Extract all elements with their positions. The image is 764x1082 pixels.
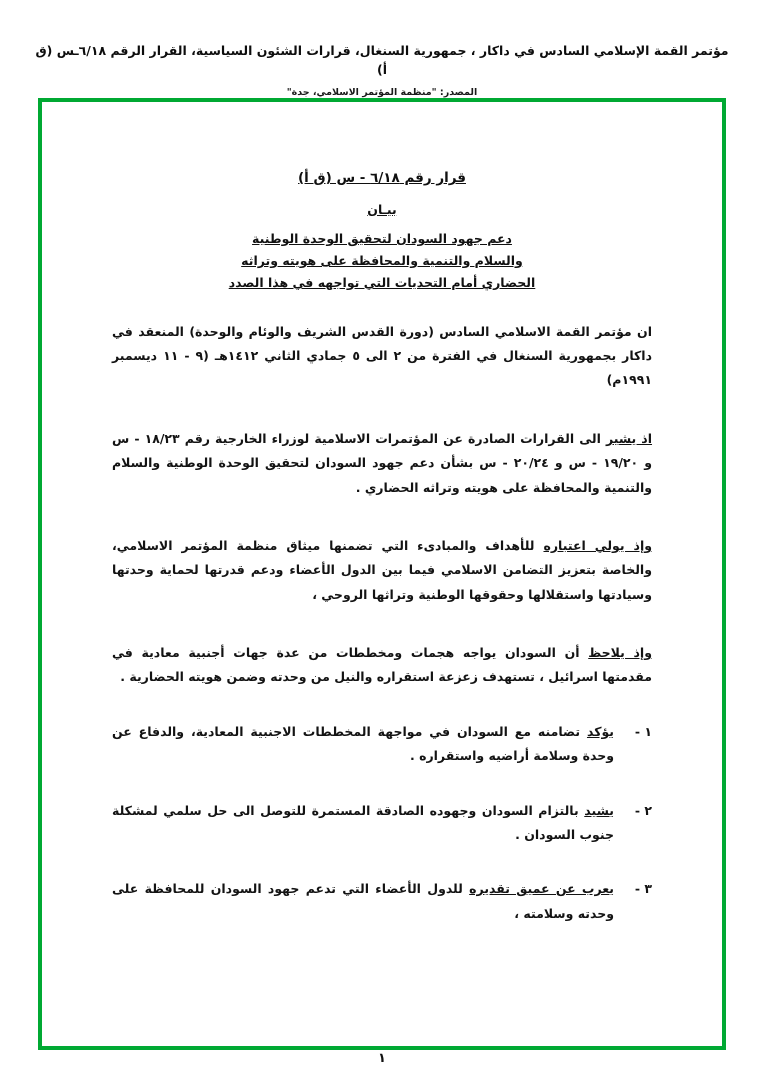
paragraph-keyword: وإذ يولي اعتباره xyxy=(543,537,652,553)
statement-label: بيـان xyxy=(367,202,397,217)
resolution-title-line-2: والسلام والتنمية والمحافظة على هويته وتراثه xyxy=(241,252,523,268)
paragraph-note-attacks xyxy=(112,641,652,690)
paragraph-text: للأهداف والمبادىء التي تضمنها ميثاق منظمة المؤتمر الاسلامي، والخاصة بتعزيز التضامن الاسلامي فيما بين الدول الأعضاء ودعم قدرتها لحماية وحدتها وسيادتها واستقلالها وحقوقها الوطنية وتراثها الروحي ، xyxy=(112,537,652,602)
clause-number: ٢ - xyxy=(634,802,652,818)
clause-keyword: يؤكد xyxy=(586,723,614,739)
page-number: ١ xyxy=(378,1051,386,1066)
document-body xyxy=(60,120,704,1028)
clause-item xyxy=(112,799,652,848)
clause-body xyxy=(112,799,614,848)
paragraph-recall-resolutions xyxy=(112,427,652,500)
clause-text: للدول الأعضاء التي تدعم جهود السودان للمحافظة على وحدته وسلامته ، xyxy=(112,881,614,921)
clause-keyword: يعرب عن عميق تقديره xyxy=(469,881,614,897)
paragraph-text: الى القرارات الصادرة عن المؤتمرات الاسلامية لوزراء الخارجية رقم ١٨/٢٣ - س و ١٩/٢٠ - س و ٢٠/٢٤ - س بشأن دعم جهود السودان لتحقيق الوحدة الوطنية والسلام والتنمية والمحافظة على هويته وتراثه الحضاري . xyxy=(112,430,652,495)
clause-keyword: يشيد xyxy=(584,802,614,818)
resolution-title xyxy=(60,228,704,294)
paragraph-preamble-conference xyxy=(112,320,652,393)
clause-body xyxy=(112,720,614,769)
clause-text: بالتزام السودان وجهوده الصادقة المستمرة للتوصل الى حل سلمي لمشكلة جنوب السودان . xyxy=(112,802,614,842)
clause-number: ١ - xyxy=(634,723,652,739)
clause-item xyxy=(112,720,652,769)
resolution-title-line-3: الحضاري أمام التحديات التي تواجهه في هذا الصدد xyxy=(228,274,536,290)
clause-body xyxy=(112,877,614,926)
header-source-note: المصدر: "منظمة المؤتمر الاسلامي، جدة" xyxy=(286,86,478,98)
clause-item xyxy=(112,877,652,926)
paragraph-text: أن السودان يواجه هجمات ومخططات من عدة جهات أجنبية معادية في مقدمتها اسرائيل ، تستهدف زعزعة استقراره والنيل من وحدته وضمن هويته الحضارية . xyxy=(112,645,652,685)
paragraph-consider-charter xyxy=(112,534,652,607)
resolution-number: قرار رقم ٦/١٨ - س (ق أ) xyxy=(298,170,466,186)
paragraph-text: ان مؤتمر القمة الاسلامي السادس (دورة القدس الشريف والوئام والوحدة) المنعقد في داكار بجمهورية السنغال في الفترة من ٢ الى ٥ جمادي الثاني ١٤١٢هـ (٩ - ١١ ديسمبر ١٩٩١م) xyxy=(112,323,652,388)
clause-text: تضامنه مع السودان في مواجهة المخططات الاجنبية المعادية، والدفاع عن وحدة وسلامة أراضيه واستقراره . xyxy=(112,723,614,764)
green-border-frame xyxy=(38,98,726,1050)
header-source-title: مؤتمر القمة الإسلامي السادس في داكار ، جمهورية السنغال، قرارات الشئون السياسية، القرار الرقم ٦/١٨ـس (ق أ) xyxy=(35,43,729,77)
clause-number: ٣ - xyxy=(634,881,652,897)
resolution-title-line-1: دعم جهود السودان لتحقيق الوحدة الوطنية xyxy=(252,231,512,246)
paragraph-keyword: اذ يشير xyxy=(605,430,653,446)
paragraph-keyword: وإذ يلاحظ xyxy=(588,645,652,660)
document-header xyxy=(0,0,764,98)
